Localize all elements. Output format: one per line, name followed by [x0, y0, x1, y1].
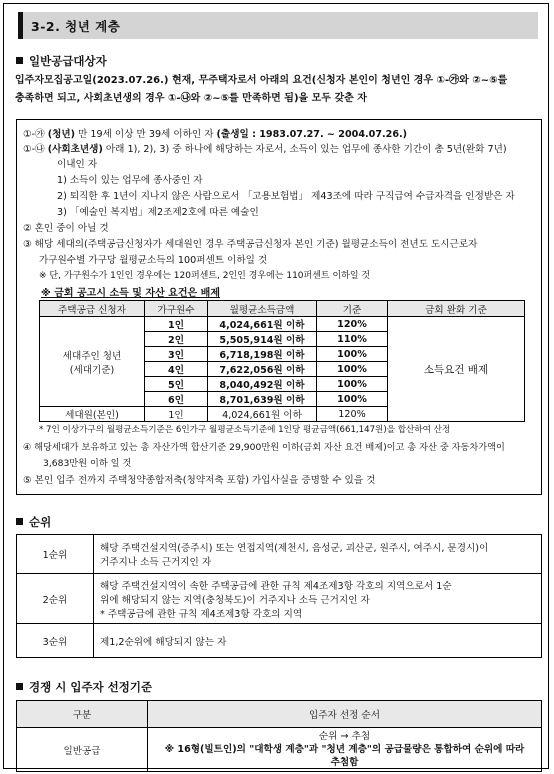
page-title: 3-2. 청년 계층: [31, 19, 121, 34]
income-table: [39, 300, 525, 422]
intro-text: 입주자모집공고일(2023.07.26.) 현재, 무주택자로서 아래의 요건(신청자 본인이 청년인 경우 ①-㉮와 ②~⑤를 충족하면 되고, 사회초년생의 경우 ①-㉯와 ②~⑤를 만족하면 됨)을 모두 갖춘 자: [15, 75, 508, 104]
table-row: 일반공급 순위 → 추첨 ※ 16형(빌트인)의 "대학생 계층"과 "청년 계층"의 공급물량은 통합하여 순위에 따라 추첨함: [17, 728, 542, 772]
square-bullet-icon: [16, 518, 23, 525]
section-heading-rank: 순위: [16, 514, 51, 530]
householder-group-cell: 세대주인 청년 (세대기준): [40, 317, 145, 407]
table-row: 세대주인 청년 (세대기준) 1인 4,024,661원 이하 120% 소득요건 배제: [40, 317, 525, 332]
table-row: 세대원(본인) 1인 4,024,661원 이하 120%: [40, 407, 525, 422]
section-heading-selection: 경쟁 시 입주자 선정기준: [16, 679, 152, 695]
requirement-3-note: ※ 단, 가구원수가 1인인 경우에는 120퍼센트, 2인인 경우에는 110퍼센트 이하일 것: [39, 271, 371, 281]
rank-table: [16, 534, 542, 658]
square-bullet-icon: [16, 57, 23, 64]
requirement-4-cont: 3,683만원 이하 일 것: [43, 458, 132, 469]
table-row: 6인 8,701,639원 이하 100%: [40, 392, 525, 407]
table-row: 3순위 제1,2순위에 해당되지 않는 자: [17, 624, 542, 658]
table-row: 4인 7,622,056원 이하 100%: [40, 362, 525, 377]
section-title-bar: [18, 12, 538, 39]
income-table-header: 주택공급 신청자 가구원수 월평균소득금액 기준 금회 완화 기준: [40, 301, 525, 317]
selection-table: [16, 700, 542, 772]
starter-requirement-cont: 이내인 자: [57, 159, 98, 170]
starter-sub-3: 3) 「예술인 복지법」제2조제2호에 따른 예술인: [57, 207, 259, 218]
starter-sub-2: 2) 퇴직한 후 1년이 지나지 않은 사람으로서 「고용보험법」 제43조에 따라 구직급여 수급자격을 인정받은 자: [57, 191, 515, 202]
table-row: 2순위 해당 주택건설지역이 속한 주택공급에 관한 규칙 제4조제3항 각호의 지역으로서 1순 위에 해당되지 않는 지역(충청북도)이 거주지나 소득 근거지인 자 * 주택공급에 관한 규칙 제4조제3항 각호의 지역: [17, 574, 542, 624]
square-bullet-icon: [16, 683, 23, 690]
requirements-box: [16, 119, 542, 495]
table-row: 5인 8,040,492원 이하 100%: [40, 377, 525, 392]
exemption-heading: ※ 금회 공고시 소득 및 자산 요건은 배제: [41, 288, 220, 299]
income-footnote: * 7인 이상가구의 월평균소득기준은 6인가구 월평균소득기준에 1인당 평균금액(661,147원)을 합산하여 산정: [39, 425, 451, 435]
document-page: [3, 3, 549, 769]
table-row: 2인 5,505,914원 이하 110%: [40, 332, 525, 347]
section-heading-eligibility: 일반공급대상자: [16, 53, 107, 69]
starter-requirement: ①-㉯ (사회초년생) 아래 1), 2), 3) 중 하나에 해당하는 자로서, 소득이 있는 업무에 종사한 기간이 총 5년(완화 7년): [23, 144, 507, 155]
table-row: 1순위 해당 주택건설지역(증주시) 또는 연접지역(제천시, 음성군, 괴산군, 원주시, 여주시, 문경시)이 거주지나 소득 근거지인 자: [17, 535, 542, 574]
requirement-3: ③ 해당 세대의(주택공급신청자가 세대원인 경우 주택공급신청자 본인 기준) 월평균소득이 전년도 도시근로자: [23, 239, 478, 250]
selection-table-header: 구분 입주자 선정 순서: [17, 701, 542, 728]
requirement-5: ⑤ 본인 입주 전까지 주택청약종합저축(청약저축 포함) 가입사실을 증명할 수 있을 것: [23, 475, 376, 486]
requirement-3-cont: 가구원수별 가구당 월평균소득의 100퍼센트 이하일 것: [39, 255, 268, 266]
table-row: 3인 6,718,198원 이하 100%: [40, 347, 525, 362]
requirement-2: ② 혼인 중이 아닐 것: [23, 223, 109, 234]
requirement-4: ④ 해당세대가 보유하고 있는 총 자산가액 합산기준 29,900만원 이하(금회 자산 요건 배제)이고 총 자산 중 자동차가액이: [23, 442, 505, 453]
starter-sub-1: 1) 소득이 있는 업무에 종사중인 자: [57, 175, 203, 186]
relaxed-criteria-cell: 소득요건 배제: [388, 317, 525, 422]
youth-requirement: ①-㉮ (청년) 만 19세 이상 만 39세 이하인 자 (출생일 : 1983.07.27. ~ 2004.07.26.): [23, 129, 408, 140]
